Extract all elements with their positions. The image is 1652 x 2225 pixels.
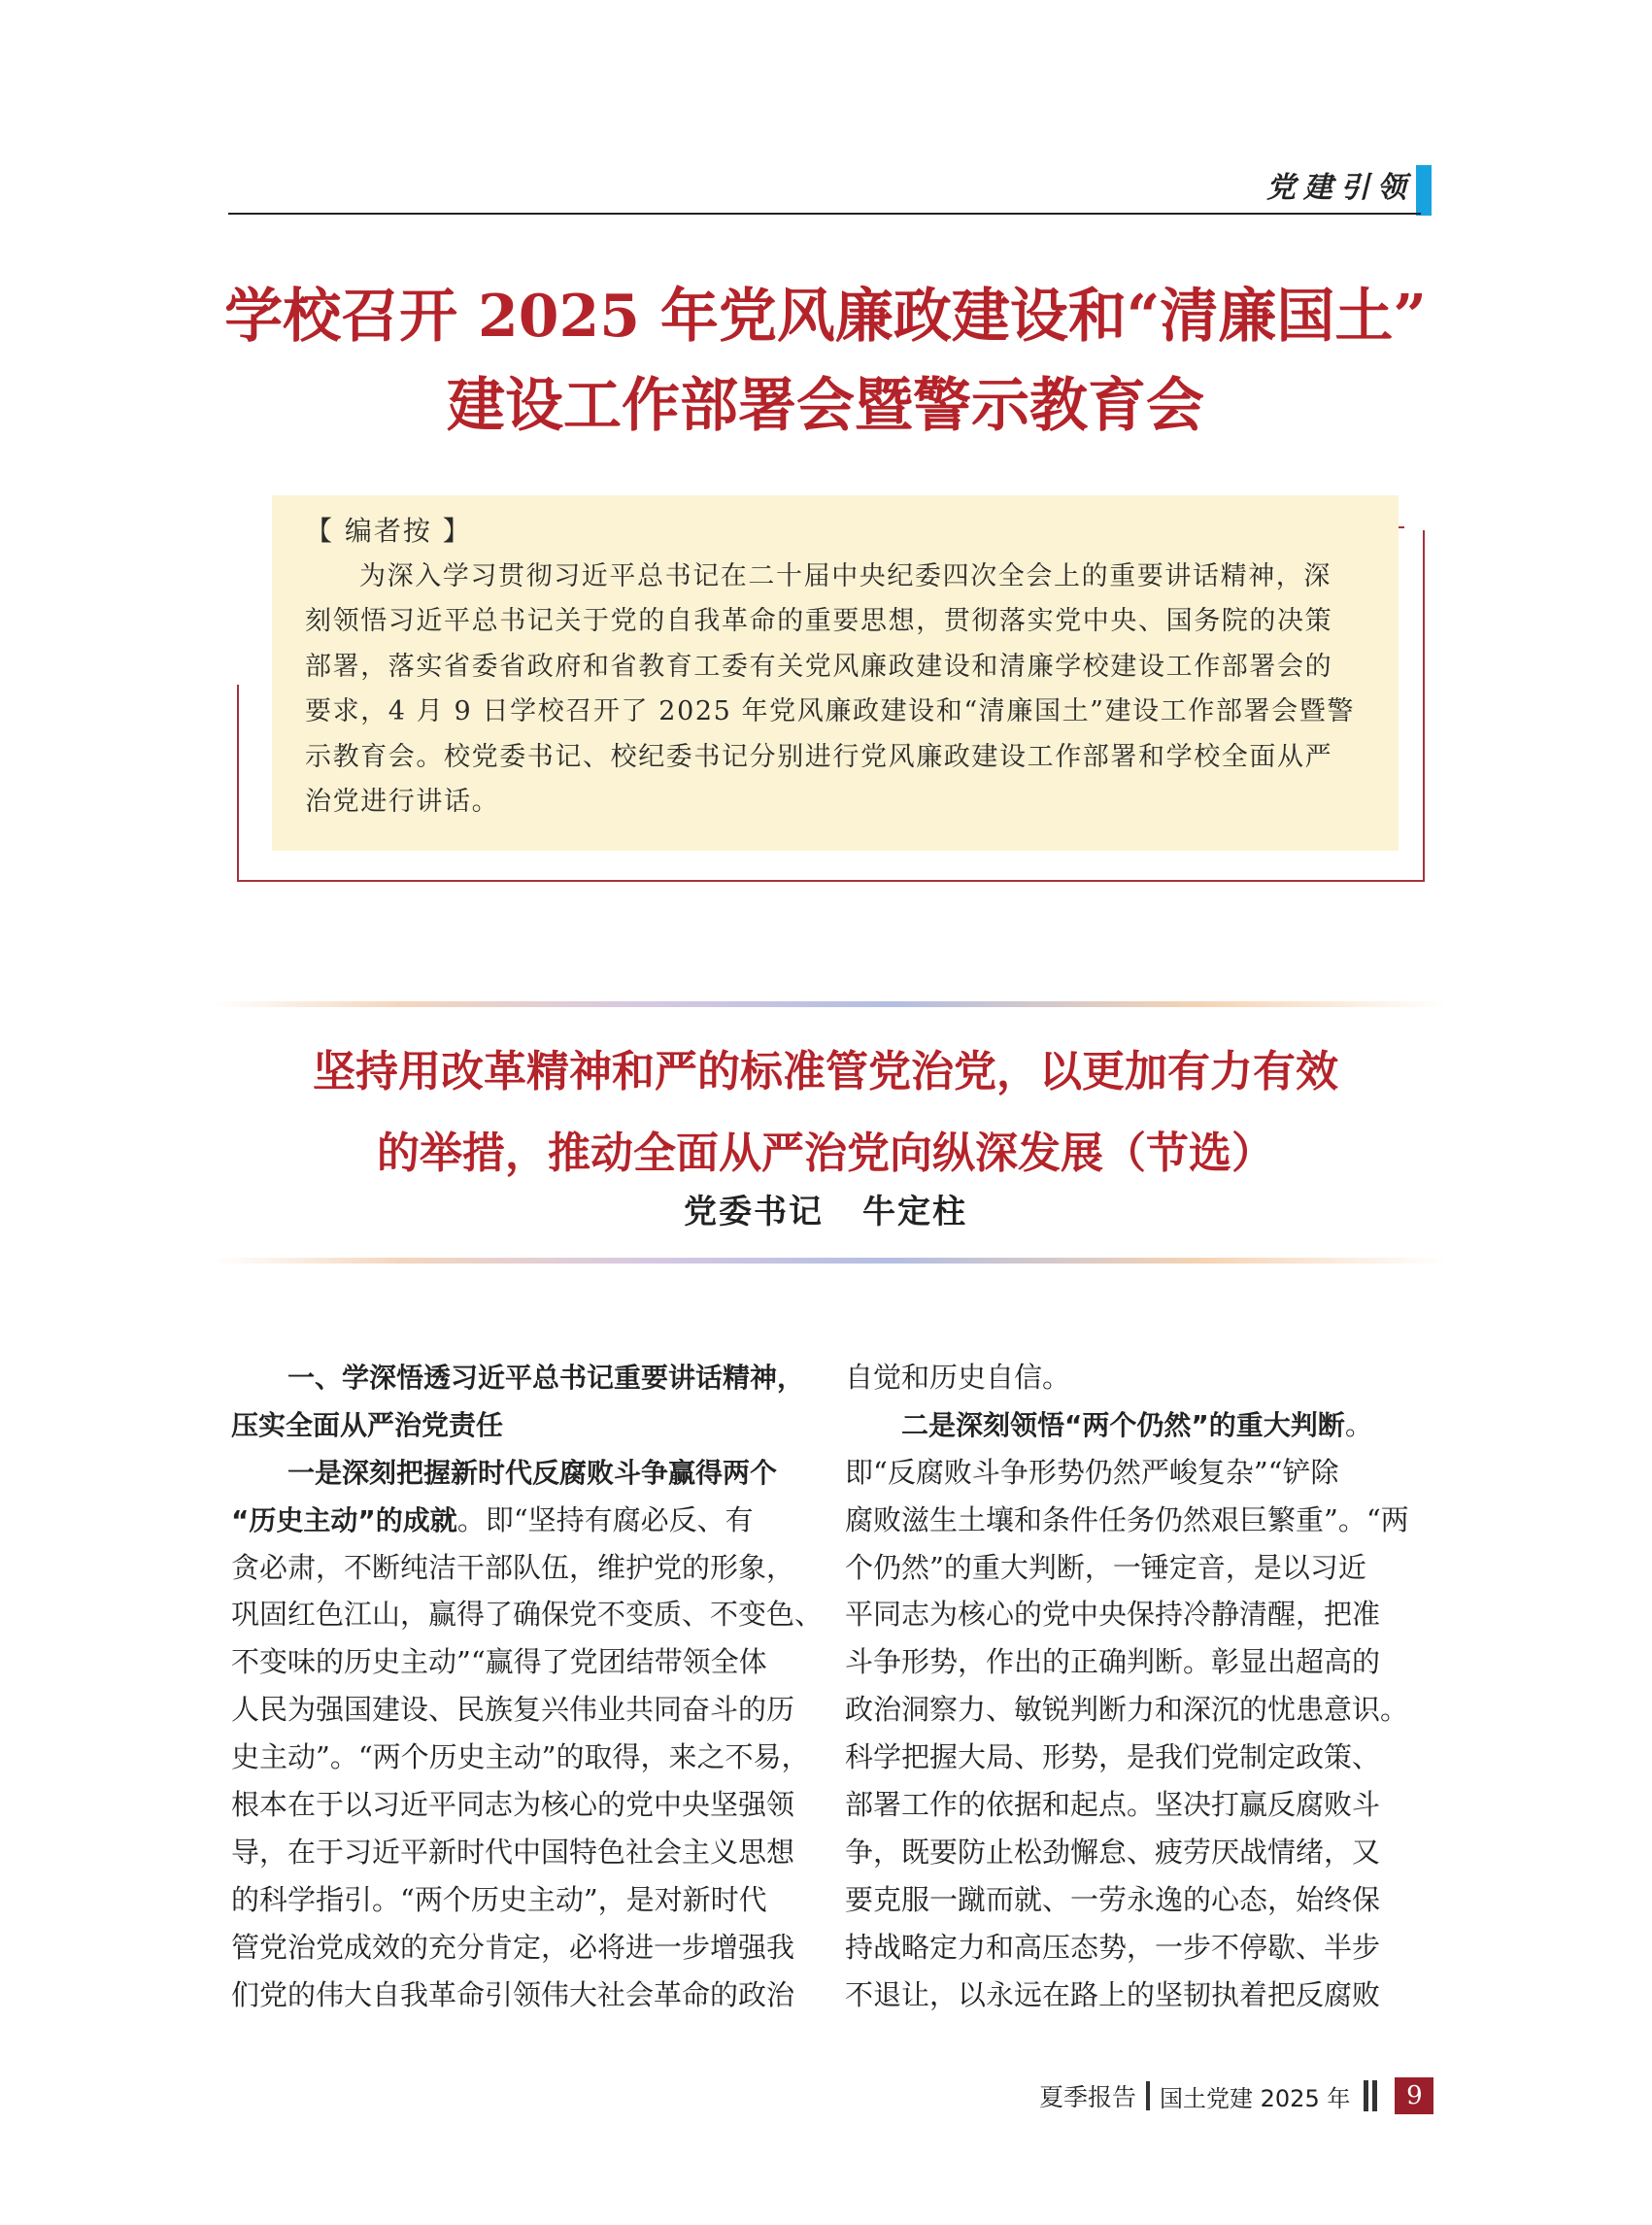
author-name: 牛定柱 [862, 1193, 967, 1231]
editor-note-line: 为深入学习贯彻习近平总书记在二十届中央纪委四次全会上的重要讲话精神，深 [359, 560, 1332, 591]
body-column-left [231, 1354, 824, 2018]
body-line: 个仍然”的重大判断，一锤定音，是以习近 [845, 1550, 1366, 1584]
body-line: 一、学深悟透习近平总书记重要讲话精神， [287, 1362, 805, 1394]
main-title [194, 272, 1457, 451]
footer-separator [1146, 2081, 1150, 2110]
body-line: 贪必肃，不断纯洁干部队伍，维护党的形象， [231, 1550, 795, 1584]
section-label: 党建引领 [1266, 171, 1414, 205]
body-line: 史主动”。“两个历史主动”的取得，来之不易， [231, 1740, 810, 1774]
editor-note-line: 治党进行讲话。 [305, 787, 500, 817]
body-line: 平同志为核心的党中央保持冷静清醒，把准 [845, 1598, 1381, 1632]
page-footer [1039, 2076, 1433, 2115]
author-role: 党委书记 [684, 1193, 824, 1231]
body-line: 巩固红色江山，赢得了确保党不变质、不变色、 [231, 1598, 824, 1632]
body-line: 不退让，以永远在路上的坚韧执着把反腐败 [845, 1977, 1381, 2011]
article-title-line-2: 的举措，推动全面从严治党向纵深发展（节选） [377, 1129, 1274, 1178]
editor-note-line: 要求，4 月 9 日学校召开了 2025 年党风廉政建设和“清廉国土”建设工作部署会暨警 [305, 696, 1355, 726]
body-line: 要克服一蹴而就、一劳永逸的心态，始终保 [845, 1882, 1381, 1916]
section-accent-bar [1416, 165, 1432, 216]
body-line: 们党的伟大自我革命引领伟大社会革命的政治 [231, 1977, 795, 2011]
article-title-line-1: 坚持用改革精神和严的标准管党治党，以更加有力有效 [313, 1047, 1338, 1096]
header-rule [228, 213, 1421, 215]
body-line: 部署工作的依据和起点。坚决打赢反腐败斗 [845, 1788, 1381, 1822]
body-line: 科学把握大局、形势，是我们党制定政策、 [845, 1740, 1381, 1774]
editor-note-line: 刻领悟习近平总书记关于党的自我革命的重要思想，贯彻落实党中央、国务院的决策 [305, 606, 1333, 636]
body-line: “历史主动”的成就。即“坚持有腐必反、有 [231, 1502, 754, 1536]
body-line: 持战略定力和高压态势，一步不停歇、半步 [845, 1930, 1381, 1964]
article-author [194, 1185, 1457, 1232]
body-line: 政治洞察力、敏锐判断力和深沉的忧患意识。 [845, 1693, 1409, 1727]
body-line: 一是深刻把握新时代反腐败斗争赢得两个 [287, 1456, 778, 1489]
footer-issue: 夏季报告 [1039, 2083, 1137, 2111]
gradient-divider-bottom [214, 1258, 1447, 1264]
article-title [194, 1031, 1457, 1195]
editor-note-label: 【 编者按 】 [305, 515, 472, 547]
body-line: 根本在于以习近平同志为核心的党中央坚强领 [231, 1788, 795, 1822]
footer-journal: 国土党建 2025 年 [1160, 2084, 1351, 2112]
footer-double-bar [1364, 2080, 1381, 2111]
body-line: 压实全面从严治党责任 [231, 1408, 504, 1441]
editor-note [272, 495, 1399, 851]
body-line: 腐败滋生土壤和条件任务仍然艰巨繁重”。“两 [845, 1502, 1409, 1536]
main-title-line-1: 学校召开 2025 年党风廉政建设和“清廉国土” [224, 283, 1427, 351]
editor-note-line: 示教育会。校党委书记、校纪委书记分别进行党风廉政建设工作部署和学校全面从严 [305, 741, 1333, 772]
frame-mask [1404, 515, 1433, 530]
body-line: 斗争形势，作出的正确判断。彰显出超高的 [845, 1645, 1381, 1679]
body-line: 管党治党成效的充分肯定，必将进一步增强我 [231, 1930, 795, 1964]
main-title-line-2: 建设工作部署会暨警示教育会 [447, 372, 1204, 440]
body-line: 人民为强国建设、民族复兴伟业共同奋斗的历 [231, 1693, 795, 1727]
editor-note-line: 部署，落实省委省政府和省教育工委有关党风廉政建设和清廉学校建设工作部署会的 [305, 651, 1333, 682]
gradient-divider-top [214, 1001, 1447, 1007]
body-line: 的科学指引。“两个历史主动”，是对新时代 [231, 1882, 767, 1916]
body-line: 二是深刻领悟“两个仍然”的重大判断。 [901, 1407, 1373, 1441]
body-line: 导，在于习近平新时代中国特色社会主义思想 [231, 1835, 795, 1869]
body-column-right [845, 1354, 1433, 2018]
body-line: 争，既要防止松劲懈怠、疲劳厌战情绪，又 [845, 1835, 1381, 1869]
page-number: 9 [1395, 2077, 1433, 2114]
body-line: 自觉和历史自信。 [845, 1361, 1071, 1394]
body-line: 不变味的历史主动”“赢得了党团结带领全体 [231, 1645, 767, 1679]
body-line: 即“反腐败斗争形势仍然严峻复杂”“铲除 [845, 1455, 1339, 1489]
